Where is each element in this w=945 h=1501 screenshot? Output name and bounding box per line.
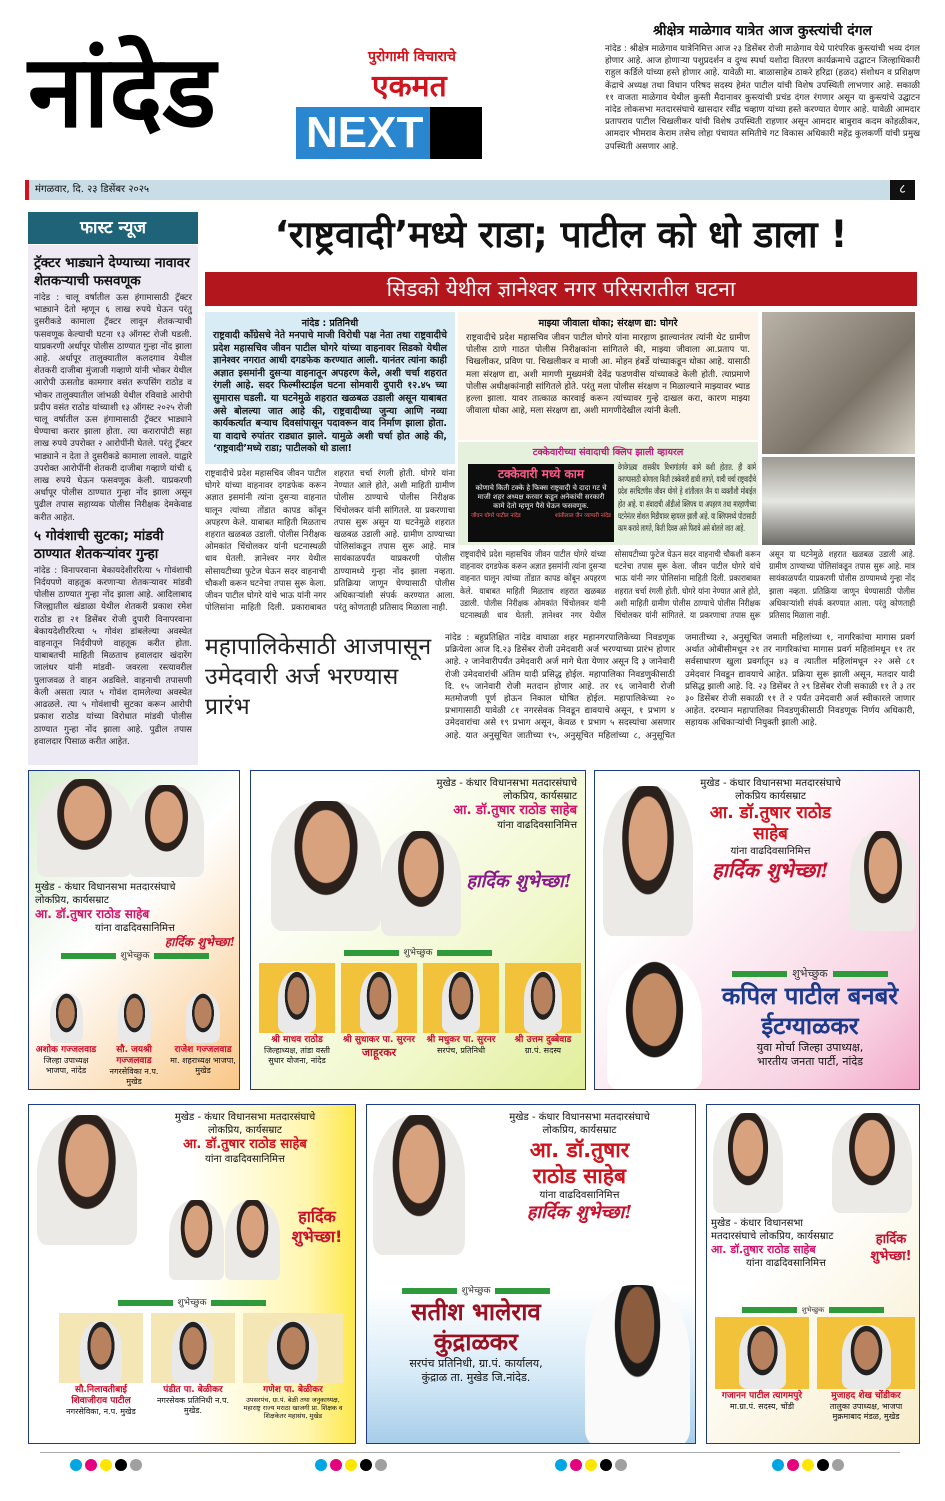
registration-marks xyxy=(70,1459,142,1471)
wisher-role: जिल्हा उपाध्यक्ष भाजपा, नांदेड xyxy=(43,1056,89,1075)
ad-wisher-label: शुभेच्छुक xyxy=(705,967,915,981)
wisher-name: अशोक गज्जलवाड xyxy=(35,1045,97,1055)
news-title: ५ गोवंशाची सुटका; मांडवी ठाण्यात शेतकऱ्यांवर गुन्हा xyxy=(34,527,164,562)
ad-birthday-2 xyxy=(250,770,586,1090)
byline: नांदेड : प्रतिनिधी xyxy=(301,318,359,329)
footer-rule xyxy=(40,1452,900,1453)
ad-wish xyxy=(863,1231,919,1248)
top-article-title: श्रीक्षेत्र माळेगाव यात्रेत आज कुस्त्यांची दंगल xyxy=(652,23,873,39)
news-photo-car xyxy=(762,457,915,545)
wisher-name: सौ. जयश्री गज्जलवाड xyxy=(116,1045,152,1066)
sidebar-body: राष्ट्रवादीचे प्रदेश महासचिव जीवन पाटील घोगरे यांना मारहाण झाल्यानंतर त्यांनी थेट ग्रामीण पोलीस ठाणे गाठत पोलीस निरीक्षकांना सांगितले की, माझ्या जीवाला आ.प्रताप पा. चिखलीकर, प्रविण पा. चिखलीकर व माजी आ. मोहन हंबर्डे यांच्याकडून धोका आहे. यासाठी मला संरक्षण द्या, अशी मागणी मुख्यमंत्री देवेंद्र फडणवीस यांच्याकडे केली होती. त्याप्रमाणे पोलीस अधीक्षकांनाही सांगितले होते. परंतु मला पोलीस संरक्षण न मिळाल्याने माझ्यावर भ्याड हल्ला झाला. यावर तात्काळ कारवाई करून त्यांच्यावर गुन्हे दाखल करा, कारण माझ्या जीवाला धोका आहे, मला संरक्षण द्या, अशी मागणीदेखील त्यांनी केली. xyxy=(466,333,750,417)
ad-wish xyxy=(467,1202,692,1224)
ad-wish-2 xyxy=(863,1248,919,1265)
top-article xyxy=(605,22,920,174)
lead-body: राष्ट्रवादीचे प्रदेश महासचिव जीवन पाटील घोगरे यांच्या वाहनावर दगडफेक करून अज्ञात इसमांनी त्यांना दुसऱ्या वाहनात घालून त्यांच्या तोंडात कापड कोंबून अपहरण केले. याबाबत माहिती मिळताच शहरात खळबळ उडाली. पोलीस निरीक्षक ओमकांत चिंचोलकर यांनी घटनास्थळी धाव घेतली. ज्ञानेश्वर नगर येथील सोसायटीच्या फुटेज घेऊन सदर वाहनाची चौकशी करून घटनेचा तपास सुरू केला. जीवन पाटील घोगरे यांचे भाऊ यांनी नगर पोलिसांना माहिती दिली. प्रकाराबाबत शहरात चर्चा रंगली होती. घोगरे यांना नेण्यात आले होते, अशी माहिती ग्रामीण पोलीस ठाण्याचे पोलीस निरीक्षक चिंचोलकर यांनी सांगितले. या प्रकरणाचा तपास सुरू असून या घटनेमुळे शहरात खळबळ उडाली आहे. ग्रामीण ठाण्याच्या पोलिसांकडून तपास सुरू आहे. मात्र सायंकाळपर्यंत याप्रकरणी पोलीस ठाण्यामध्ये गुन्हा नोंद झाला नव्हता. प्रतिक्रिया जाणून घेण्यासाठी पोलीस अधिकाऱ्यांशी संपर्क करण्यात आला. परंतु कोणताही प्रतिसाद मिळाला नाही. xyxy=(205,469,455,614)
ad-honoree-name: आ. डॉ.तुषार राठोड साहेब xyxy=(35,907,150,921)
fast-news-column xyxy=(28,245,198,765)
ad-honoree-name: आ. डॉ.तुषार राठोड साहेब xyxy=(453,803,577,818)
registration-marks xyxy=(555,1459,627,1471)
ad-honoree-name-text: आ. डॉ.तुषार xyxy=(529,1138,630,1162)
ad-title: लोकप्रिय, कार्यसम्राट xyxy=(208,1125,282,1136)
wisher-name: गजानन पाटील त्यागमपुरे xyxy=(721,1391,803,1401)
news-body: नांदेड : विनापरवाना बेकायदेशीररित्या ५ गोवंशाची निर्दयपणे वाहतूक करणाऱ्या शेतकऱ्यावर मांडवी पोलीस ठाण्यात गुन्हा नोंद झाला आहे. आदिलाबाद जिल्ह्यातील खंडाळा येथील शेतकरी प्रकाश रमेश राठोड हा २१ डिसेंबर रोजी दुपारी विनापरवाना बेकायदेशीररित्या ५ गोवंश डांबलेल्या अवस्थेत वाहनातून निर्दयीपणे वाहतूक करीत होता. याबाबतची माहिती मिळताच हवालदार खंदारेंग जालंधर यांनी मांडवी- जवरला रस्त्यावरील पुलाजवळ ते वाहन अडविले. वाहनाची तपासणी केली असता त्यात ५ गोवंश दामलेल्या अवस्थेत आढळले. त्या ५ गोवंशाची सुटका करून आरोपी प्रकाश राठोड यांच्या विरोधात मांडवी पोलीस ठाण्यात गुन्हा नोंद झाला आहे. पुढील तपास हवालदार पिसाळ करीत आहेत. xyxy=(34,565,192,747)
masthead-next-logo xyxy=(296,107,482,159)
ad-wish: हार्दिक xyxy=(298,1207,336,1226)
ad-title: लोकप्रिय, कार्यसम्राट xyxy=(503,791,577,802)
wisher-name: श्री सुधाकर पा. सुरनर xyxy=(343,1035,415,1045)
ad-constituency: मुखेड - कंधार विधानसभा मतदारसंघाचे xyxy=(35,882,176,893)
ad-wisher-label: शुभेच्छुक xyxy=(371,1285,581,1297)
masthead-brand: एकमत xyxy=(372,69,447,104)
clip-body: वेगवेगळ्या शासकीय विभागांतर्गत कामे कशी होतात. ही कामे करण्यासाठी कोणाला किती टक्केवारी द्यावी लागते, याची चर्चा राष्ट्रवादीचे प्रदेश सरचिटणीस जीवन घोगरे हे शांतीलाल जैन या व्यक्तीशी मोबाईल होत आहे. या संवादाची ऑडीओ क्लिपच या अपहरण तथा मारहाणीच्या घटनेनंतर सोशल मिडीयावर व्हायरल झाली आहे. या क्लिपमध्ये पोटासाठी काम करावे लागते, किती दिवस असे फिरावे असे बोलले जात आहे. xyxy=(618,463,756,535)
wisher-role: तालुका उपाध्यक्ष, भाजपा मुक्रमाबाद मंडळ, मुखेड xyxy=(829,1402,903,1421)
ad-wisher-name xyxy=(705,981,915,1011)
ad-wisher-label: शुभेच्छुक xyxy=(29,1297,355,1309)
wisher-role: जाहूरकर xyxy=(361,1046,397,1059)
ad-birthday-1 xyxy=(28,770,240,1090)
news-title: ट्रॅक्टर भाड्याने देण्याच्या नावावर शेतकऱ्याची फसवणूक xyxy=(34,255,190,289)
wisher-role: सरपंच, प्रतिनिधी xyxy=(436,1046,486,1055)
ad-birthday-4 xyxy=(28,1104,356,1444)
ad-wisher-name-2-text: ईटग्याळकर xyxy=(761,1012,859,1040)
ad-wisher-name-2 xyxy=(705,1011,915,1041)
ad-honoree-name: आ. डॉ.तुषार राठोड साहेब xyxy=(711,1243,816,1256)
news-body: नांदेड : चालू वर्षातील ऊस हंगामासाठी ट्रॅक्टर भाड्याने देतो म्हणून ६ लाख रुपये घेऊन परंतु दुसरीकडे कामाला ट्रॅक्टर लावून शेतकऱ्याची फसवणूक केल्याची घटना १३ ऑगस्ट रोजी घडली. याप्रकरणी अर्धापूर पोलीस ठाण्यात गुन्हा नोंद झाला आहे. अर्धापूर तालुक्यातील कलदगाव येथील शेतकरी दाजीबा मुंजाजी गव्हाणे यांनी भोकर येथील आरोपी ऊसतोड कामगार वसंत रूपसिंग राठोड व भोकर तालुक्यातील जांभळी येथील रविवाडे आरोपी प्रदीप वसंत राठोड यांच्याशी १३ ऑगस्ट २०२५ रोजी चालू वर्षातील ऊस हंगामासाठी ट्रॅक्टर भाड्याने घेण्याचा करार झाला होता. त्या करारापोटी सहा लाख रुपये उपरोक्त २ आरोपींनी घेतले. परंतु ट्रॅक्टर भाड्याने न देता ते दुसरीकडे कामाला लावले. याद्वारे उपरोक्त आरोपींनी शेतकरी दाजीबा गव्हाणे यांची ६ लाख रुपये घेऊन फसवणूक केली. याप्रकरणी अर्धापूर पोलीस ठाण्यात गुन्हा नोंद झाला असून पुढील तपास सहाय्यक पोलीस निरीक्षक देमकेवाड करीत आहेत. xyxy=(34,293,192,523)
ad-wish: हार्दिक शुभेच्छा! xyxy=(466,871,572,892)
masthead-next-text: NEXT xyxy=(306,108,424,157)
registration-marks xyxy=(315,1459,387,1471)
ad-honoree-name: आ. डॉ.तुषार राठोड साहेब xyxy=(183,1137,307,1152)
sidebar-article xyxy=(458,312,758,440)
fast-news-header: फास्ट न्यूज xyxy=(28,212,198,244)
ad-honoree-name-2: साहेब xyxy=(753,824,788,844)
ad-honoree-name xyxy=(467,1137,692,1163)
lead-body-continued: राष्ट्रवादीचे प्रदेश महासचिव जीवन पाटील घोगरे यांच्या वाहनावर दगडफेक करून अज्ञात इसमांनी त्यांना दुसऱ्या वाहनात घालून त्यांच्या तोंडात कापड कोंबून अपहरण केले. याबाबत माहिती मिळताच शहरात खळबळ उडाली. पोलीस निरीक्षक ओमकांत चिंचोलकर यांनी घटनास्थळी धाव घेतली. ज्ञानेश्वर नगर येथील सोसायटीच्या फुटेज घेऊन सदर वाहनाची चौकशी करून घटनेचा तपास सुरू केला. जीवन पाटील घोगरे यांचे भाऊ यांनी नगर पोलिसांना माहिती दिली. प्रकाराबाबत शहरात चर्चा रंगली होती. घोगरे यांना नेण्यात आले होते, अशी माहिती ग्रामीण पोलीस ठाण्याचे पोलीस निरीक्षक चिंचोलकर यांनी सांगितले. या प्रकरणाचा तपास सुरू असून या घटनेमुळे शहरात खळबळ उडाली आहे. ग्रामीण ठाण्याच्या पोलिसांकडून तपास सुरू आहे. मात्र सायंकाळपर्यंत याप्रकरणी पोलीस ठाण्यामध्ये गुन्हा नोंद झाला नव्हता. प्रतिक्रिया जाणून घेण्यासाठी पोलीस अधिकाऱ्यांशी संपर्क करण्यात आला. परंतु कोणताही प्रतिसाद मिळाला नाही. xyxy=(460,550,915,622)
ad-constituency: मुखेड - कंधार विधानसभा xyxy=(711,1218,803,1229)
clip-caption-right: शांतीलाल जैन व्यापारी नांदेड xyxy=(554,513,611,519)
ad-honoree-name xyxy=(693,803,848,824)
wisher-role: नगरसेवक प्रतिनिधी न.प. मुखेड. xyxy=(156,1396,230,1415)
masthead-logo xyxy=(28,33,290,150)
second-story xyxy=(205,632,915,764)
ad-constituency: मुखेड - कंधार विधानसभा मतदारसंघाचे xyxy=(174,1112,316,1123)
ad-occasion: यांना वाढदिवसानिमित्त xyxy=(205,1154,285,1165)
ad-wish-2-text: शुभेच्छा! xyxy=(870,1249,912,1264)
wisher-role: उपसरपंच, ग्रा.पं. बेळी तथा जनुकाध्यक्ष, महाराष्ट्र राज्य मराठा खाजगी प्रा. शिक्षक व शिक्षकेतर महासंघ, मुखेड xyxy=(243,1396,343,1420)
wisher-role: नगरसेविका, न.प. मुखेड xyxy=(66,1407,136,1416)
ad-birthday-5 xyxy=(366,1104,696,1444)
lead-headline xyxy=(205,205,917,267)
lead-text: राष्ट्रवादी काँग्रेसचे नेते मनपाचे माजी विरोधी पक्ष नेता तथा राष्ट्रवादीचे प्रदेश महासचिव जीवन पाटील घोगरे यांच्या वाहनावर सिडको येथील ज्ञानेश्वर नगरात आधी दगडफेक करण्यात आली. यानंतर त्यांना काही अज्ञात इसमांनी दुसऱ्या वाहनातून अपहरण केले, अशी चर्चा शहरात रंगली आहे. सदर फिल्मीस्टाईल घटना सोमवारी दुपारी १२.४५ च्या सुमारास घडली. या घटनेमुळे शहरात खळबळ उडाली असून याबाबत असे बोलल्या जात आहे की, राष्ट्रवादीच्या जुन्या आणि नव्या कार्यकर्त्यात बऱ्याच दिवसांपासून पदावरून वाद निर्माण झाला होता. या वादाचे रुपांतर राड्यात झाले. यामुळे अशी चर्चा होत आहे की, ‘राष्ट्रवादी’मध्ये राडा; पाटीलको धो डाला! xyxy=(213,330,447,455)
ad-wisher-name-text: कपिल पाटील बनबरे xyxy=(721,982,899,1010)
wisher-name: मुजाहद शेख चोंडीकर xyxy=(831,1391,901,1401)
ad-honoree-name-2-text: राठोड साहेब xyxy=(533,1164,626,1188)
lead-intro-box xyxy=(205,312,455,464)
clip-graphic-title: टक्केवारी मध्ये काम xyxy=(497,467,585,481)
registration-marks xyxy=(772,1459,844,1471)
ad-wish: हार्दिक शुभेच्छा! xyxy=(164,935,235,949)
wisher-name: सौ.निलावतीबाई शिवाजीराव पाटील xyxy=(71,1385,131,1406)
clip-graphic xyxy=(468,464,614,542)
wisher-name: गणेश पा. बेळीकर xyxy=(263,1385,323,1395)
ad-honoree-name-2 xyxy=(467,1163,692,1189)
lead-body-continued-box xyxy=(460,549,915,624)
wisher-name: श्री मधुकर पा. सुरनर xyxy=(426,1035,496,1045)
wisher-role: नगरसेविका न.प. मुखेड xyxy=(109,1067,159,1086)
ad-wish xyxy=(693,858,848,882)
ad-honoree-name-text: आ. डॉ.तुषार राठोड xyxy=(709,803,832,823)
clip-body-box xyxy=(618,462,756,544)
ad-title: लोकप्रिय कार्यसम्राट xyxy=(735,791,806,802)
ad-wisher-role-2: कुंद्राळ ता. मुखेड जि.नांदेड. xyxy=(421,1371,531,1384)
ad-wisher-role: सरपंच प्रतिनिधी, ग्रा.पं. कार्यालय, xyxy=(409,1357,543,1370)
wisher-role: ग्रा.पं. सदस्य xyxy=(524,1046,562,1055)
wisher-name: श्री माधव राठोड xyxy=(271,1035,323,1045)
wisher-role: मा. शहराध्यक्ष भाजपा, मुखेड xyxy=(170,1056,236,1075)
news-photo-people xyxy=(762,312,915,454)
ad-wisher-role: युवा मोर्चा जिल्हा उपाध्यक्ष, xyxy=(756,1041,864,1054)
ad-wish-2: शुभेच्छा! xyxy=(291,1227,343,1246)
date-bar: मंगळवार, दि. २३ डिसेंबर २०२५ xyxy=(25,180,915,200)
ad-birthday-3 xyxy=(594,770,920,1090)
ad-occasion: यांना वाढदिवसानिमित्त xyxy=(539,1190,620,1201)
ad-occasion: यांना वाढदिवसानिमित्त xyxy=(497,820,577,831)
lead-body-box xyxy=(205,468,455,624)
masthead-tagline: पुरोगामी विचाराचे xyxy=(368,49,456,65)
ad-wish-text: हार्दिक शुभेच्छा! xyxy=(526,1202,633,1223)
wisher-name: पंडीत पा. बेळीकर xyxy=(163,1385,223,1395)
ad-constituency: मुखेड - कंधार विधानसभा मतदारसंघाचे xyxy=(700,778,841,789)
page-number: ८ xyxy=(890,180,915,200)
ad-wisher-label: शुभेच्छुक xyxy=(35,950,235,962)
ad-wisher-name-text: सतीश भालेराव xyxy=(411,1298,541,1326)
clip-caption-left: जीवन घोगरे पाटील नांदेड xyxy=(471,513,521,519)
ad-wisher-label: शुभेच्छुक xyxy=(251,947,585,959)
ad-wisher-role-2: भारतीय जनता पार्टी, नांदेड xyxy=(756,1055,864,1068)
ad-occasion: यांना वाढदिवसानिमित्त xyxy=(95,923,175,934)
ad-title: लोकप्रिय, कार्यसम्राट xyxy=(35,895,109,906)
lead-subheadline: सिडको येथील ज्ञानेश्वर नगर परिसरातील घटना xyxy=(205,272,917,306)
top-article-body: नांदेड : श्रीक्षेत्र माळेगाव यात्रेनिमित्त आज २३ डिसेंबर रोजी माळेगाव येथे पारंपरिक कुस्त्यांची भव्य दंगल होणार आहे. आज होणाऱ्या पशुप्रदर्शन व दुग्ध स्पर्धा यशोदा वितरण कार्यक्रमाचे उद्घाटन जिल्हाधिकारी राहुल कर्डिले यांच्या हस्ते होणार आहे. यावेळी मा. बाळासाहेब ठाकरे हरिद्रा (हळद) संशोधन व प्रशिक्षण केंद्राचे अध्यक्ष तथा विधान परिषद सदस्य हेमंत पाटील यांची विशेष उपस्थिती लाभणार आहे. सकाळी ११ वाजता माळेगाव येथील कुस्ती मैदानावर कुस्त्यांची प्रचंड दंगल रंगणार असून या कुस्त्यांचे उद्घाटन नांदेड लोकसभा मतदारसंघाचे खासदार रवींद्र चव्हाण यांच्या हस्ते करण्यात येणार आहे. यावेळी आमदार प्रतापराव पाटील चिखलीकर यांची विशेष उपस्थिती राहणार असून आमदार बाबुराव कदम कोहळीकर, आमदार भीमराव केराम तसेच लोहा पंचायत समितीचे गट विकास अधिकारी महेंद्र कुलकर्णी यांची प्रमुख उपस्थिती असणार आहे. xyxy=(605,44,920,152)
lead-headline-text: ‘राष्ट्रवादी’मध्ये राडा; पाटील को धो डाला ! xyxy=(274,213,848,256)
ad-title: लोकप्रिय, कार्यसम्राट xyxy=(542,1125,617,1136)
sidebar-title: माझ्या जीवाला धोका; संरक्षण द्या: घोगरे xyxy=(538,318,678,329)
ad-wish-text: हार्दिक xyxy=(875,1232,907,1247)
wisher-role: मा.ग्रा.पं. सदस्य, चोंडी xyxy=(729,1402,795,1411)
ad-occasion: यांना वाढदिवसानिमित्त xyxy=(730,846,811,857)
wisher-name: श्री उत्तम दुब्बेवाड xyxy=(514,1035,572,1045)
clip-title: टक्केवारीच्या संवादाची क्लिप झाली व्हायरल xyxy=(532,447,684,458)
ad-constituency: मुखेड - कंधार विधानसभा मतदारसंघाचे xyxy=(436,778,577,789)
wisher-name: राजेश गज्जलवाड xyxy=(174,1045,232,1055)
ad-wisher-label: शुभेच्छुक xyxy=(707,1305,919,1315)
second-headline: महापालिकेसाठी आजपासून उमेदवारी अर्ज भरण्यास प्रारंभ xyxy=(205,634,432,720)
ad-constituency: मुखेड - कंधार विधानसभा मतदारसंघाचे xyxy=(509,1112,650,1123)
ad-title: मतदारसंघाचे लोकप्रिय, कार्यसम्राट xyxy=(711,1231,834,1242)
second-body-text: नांदेड : बहुप्रतिक्षित नांदेड वाघाळा शहर महानगरपालिकेच्या निवडणूक प्रक्रियेला आज दि.२३ डिसेंबर रोजी उमेदवारी अर्ज भरण्याच्या प्रारंभ होणार आहे. २ जानेवारीपर्यंत उमेदवारी अर्ज मागे घेता येणार असून दि ३ जानेवारी रोजी उमेदवारांची अंतिम यादी प्रसिद्ध होईल. महापालिका निवडणुकीसाठी दि. १५ जानेवारी रोजी मतदान होणार आहे. तर १६ जानेवारी रोजी मतमोजणी पूर्ण होऊन निकाल घोषित होईल. महापालिकेच्या २० प्रभागासाठी यावेळी ८१ नगरसेवक निवडून द्यावयाचे असून, १ प्रभाग ४ उमेदवारांचा असे १९ प्रभाग असून, केवळ १ प्रभाग ५ सदस्यांचा असणार आहे. यात अनुसूचित जातीच्या १५, अनुसूचित महिलांच्या ८, अनुसूचित जमातीच्या २, अनुसूचित जमाती महिलांच्या १, नागरिकांचा मागास प्रवर्ग अर्थात ओबीसीमधून २१ तर नागरिकांचा मागास प्रवर्ग महिलांमधून ११ तर सर्वसाधारण खुला प्रवर्गातून ४३ व त्यातील महिलांमधून २२ असे ८१ उमेदवार निवडून द्यावयाचे आहेत. प्रक्रिया सुरू झाली असून, मतदार यादी प्रसिद्ध झाली आहे. दि. २३ डिसेंबर ते २९ डिसेंबर रोजी सकाळी ११ ते ३ तर ३० डिसेंबर रोजी सकाळी ११ ते २ पर्यंत उमेदवारी अर्ज स्वीकारले जाणार आहेत. दरम्यान महापालिका निवडणुकीसाठी निवडणूक निर्णय अधिकारी, सहायक अधिकाऱ्यांची नियुक्ती झाली आहे. xyxy=(445,633,915,741)
ad-birthday-6 xyxy=(706,1104,920,1444)
ad-wish-text: हार्दिक शुभेच्छा! xyxy=(712,858,829,882)
ad-wisher-name-2 xyxy=(371,1327,581,1357)
clip-graphic-text: कोणाचे किती टक्के हे फिक्स राष्ट्रवादी चे दादा गट चे माजी शहर अध्यक्ष करवार कडून अनेकांची सरकारी कामे देतो म्हणून पैसे घेऊन फसवणूक. xyxy=(475,484,607,510)
ad-wisher-name-2-text: कुंद्राळकर xyxy=(434,1328,518,1356)
ad-wisher-name xyxy=(371,1297,581,1327)
ad-occasion: यांना वाढदिवसानिमित्त xyxy=(746,1258,826,1269)
masthead-logo-text: नांदेड xyxy=(28,33,216,150)
wisher-role: जिल्हाध्यक्ष, तांडा वस्ती सुधार योजना, नांदेड xyxy=(264,1046,330,1065)
